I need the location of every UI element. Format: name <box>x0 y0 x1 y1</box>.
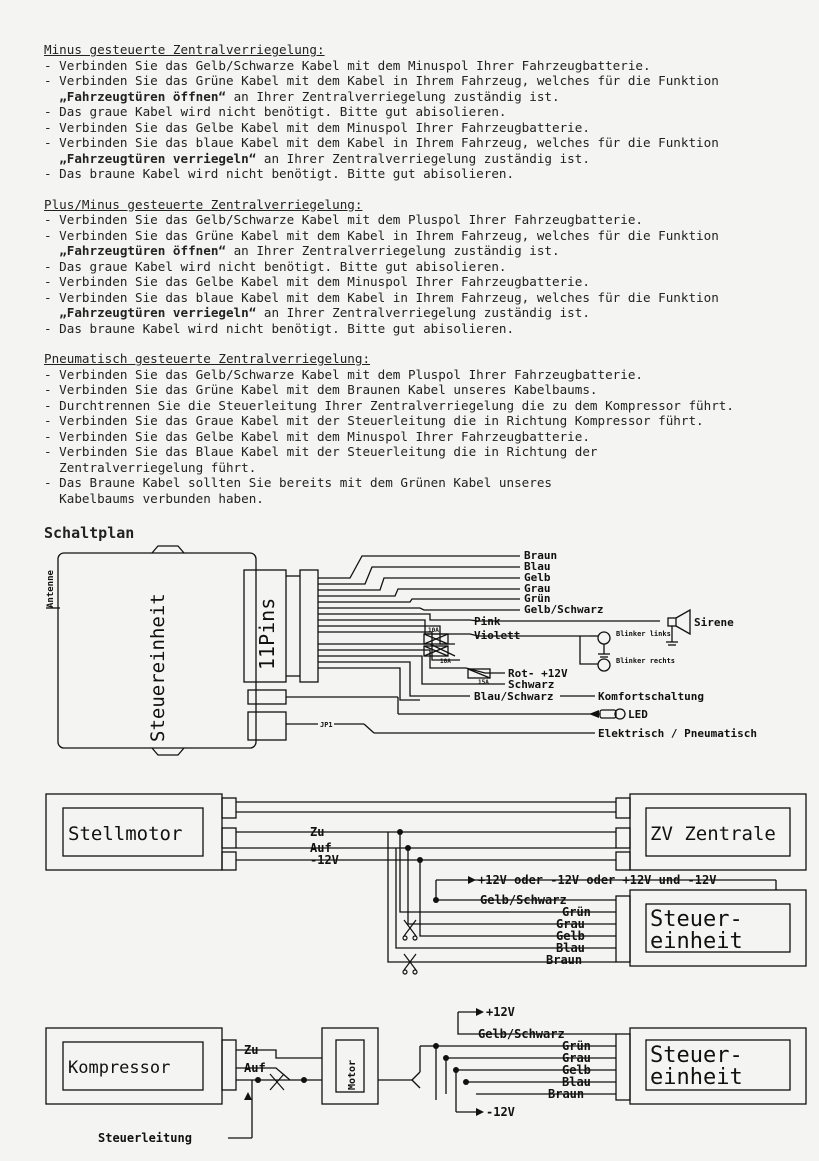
komfort-label: Komfortschaltung <box>598 690 704 703</box>
wire-label-blau: Blau <box>562 1075 591 1089</box>
instruction-text: - Verbinden Sie das Gelbe Kabel mit dem Minuspol Ihrer Fahrzeugbatterie. <box>44 274 590 289</box>
steuereinheit-line1: Steuer- <box>650 907 743 932</box>
auf-label: Auf <box>244 1061 266 1075</box>
wire-label-blau: Blau <box>556 941 585 955</box>
fuse-label: 10A <box>440 658 451 665</box>
zu-label: Zu <box>244 1043 259 1057</box>
instruction-text: - Verbinden Sie das Gelbe Kabel mit dem Minuspol Ihrer Fahrzeugbatterie. <box>44 428 590 444</box>
wire-label-grau: Grau <box>556 917 585 931</box>
steuereinheit-line1: Steuer- <box>650 1043 743 1068</box>
wire-label-schwarz: Schwarz <box>508 678 555 691</box>
pins-label: 11Pins <box>255 597 279 670</box>
wire-label-blau: Blau <box>524 560 551 573</box>
instruction-text: - Verbinden Sie das Gelbe Kabel mit dem Minuspol Ihrer Fahrzeugbatterie. <box>44 119 590 135</box>
wire-label-braun: Braun <box>524 549 558 562</box>
function-name: „Fahrzeugtüren öffnen“ <box>59 243 226 258</box>
section-title: Minus gesteuerte Zentralverriegelung: <box>44 42 325 57</box>
steuerleitung-label: Steuerleitung <box>98 1131 192 1145</box>
instruction-text: - Verbinden Sie das Gelb/Schwarze Kabel mit dem Pluspol Ihrer Fahrzeugbatterie. <box>44 366 643 382</box>
wire-label-grau: Grau <box>562 1051 591 1065</box>
steuereinheit-label: Steuereinheit <box>147 593 169 742</box>
wire-label-blau-schwarz: Blau/Schwarz <box>474 690 554 703</box>
minus12-label: -12V <box>486 1105 515 1119</box>
wire-label-grau: Grau <box>524 582 551 595</box>
instruction-text: - Verbinden Sie das Grüne Kabel mit dem Braunen Kabel unseres Kabelbaums. <box>44 382 598 397</box>
wire-label-rot: Rot- +12V <box>508 667 568 680</box>
section-title: Pneumatisch gesteuerte Zentralverriegelung: <box>44 351 371 366</box>
blinker-links-label: Blinker links <box>616 630 671 638</box>
instruction-text: an Ihrer Zentralverriegelung zuständig ist. <box>225 243 560 258</box>
minus12-label: -12V <box>310 853 339 867</box>
wire-label-gelb-schwarz: Gelb/Schwarz <box>524 603 604 616</box>
steuereinheit-line2: einheit <box>650 1065 743 1090</box>
wire-label-gelb-schwarz: Gelb/Schwarz <box>478 1027 565 1041</box>
instruction-text: an Ihrer Zentralverriegelung zuständig ist. <box>256 150 590 166</box>
instruction-text: an Ihrer Zentralverriegelung zuständig ist. <box>225 88 560 104</box>
function-name: „Fahrzeugtüren verriegeln“ <box>59 150 257 166</box>
instruction-text: - Das Braune Kabel sollten Sie bereits mit dem Grünen Kabel unseres <box>44 475 552 490</box>
wire-label-gelb: Gelb <box>524 571 551 584</box>
wire-label-gelb-schwarz: Gelb/Schwarz <box>480 893 567 907</box>
jp1-label: JP1 <box>320 721 333 729</box>
wire-label-gruen: Grün <box>524 592 551 605</box>
plus12-label: +12V <box>486 1005 515 1019</box>
instruction-text: - Durchtrennen Sie die Steuerleitung Ihrer Zentralverriegelung die zu dem Kompressor führt. <box>44 397 734 413</box>
instruction-text: - Das graue Kabel wird nicht benötigt. Bitte gut abisolieren. <box>44 104 507 119</box>
instruction-text: - Verbinden Sie das Gelb/Schwarze Kabel mit dem Pluspol Ihrer Fahrzeugbatterie. <box>44 212 643 227</box>
instruction-text: - Verbinden Sie das Gelb/Schwarze Kabel mit dem Minuspol Ihrer Fahrzeugbatterie. <box>44 57 651 73</box>
blinker-rechts-label: Blinker rechts <box>616 657 676 665</box>
section-title: Plus/Minus gesteuerte Zentralverriegelung: <box>44 196 363 212</box>
fuse-label: 15A <box>478 679 489 686</box>
instruction-text: - Verbinden Sie das Graue Kabel mit der Steuerleitung die in Richtung Kompressor führt. <box>44 413 704 428</box>
instruction-text: Kabelbaums verbunden haben. <box>44 490 264 506</box>
instruction-text: - Verbinden Sie das blaue Kabel mit dem Kabel in Ihrem Fahrzeug, welches für die Funktion <box>44 135 719 150</box>
instruction-text: - Das braune Kabel wird nicht benötigt. Bitte gut abisolieren. <box>44 320 515 336</box>
zv-zentrale-label: ZV Zentrale <box>650 823 776 845</box>
instruction-text: - Verbinden Sie das Blaue Kabel mit der Steuerleitung die in Richtung der <box>44 444 598 459</box>
wire-label-violett: Violett <box>474 629 521 642</box>
instruction-text: - Verbinden Sie das Grüne Kabel mit dem Kabel in Ihrem Fahrzeug, welches für die Funktion <box>44 73 719 88</box>
instruction-text: - Verbinden Sie das blaue Kabel mit dem Kabel in Ihrem Fahrzeug, welches für die Funktion <box>44 289 719 305</box>
sirene-label: Sirene <box>694 616 734 629</box>
instruction-text: - Das graue Kabel wird nicht benötigt. Bitte gut abisolieren. <box>44 258 507 274</box>
stellmotor-label: Stellmotor <box>68 823 183 845</box>
antenne-label: Antenne <box>46 570 56 608</box>
led-label: LED <box>628 708 648 721</box>
auf-label: Auf <box>310 841 332 855</box>
wire-label-braun: Braun <box>548 1087 585 1101</box>
steuereinheit-line2: einheit <box>650 929 743 954</box>
instruction-text: an Ihrer Zentralverriegelung zuständig ist. <box>256 305 590 320</box>
instruction-text: Zentralverriegelung führt. <box>44 459 257 475</box>
schaltplan-title: Schaltplan <box>44 524 135 542</box>
wire-label-gelb: Gelb <box>562 1063 591 1077</box>
wire-label-gelb: Gelb <box>556 929 585 943</box>
wire-label-gruen: Grün <box>562 905 591 919</box>
kompressor-label: Kompressor <box>68 1058 171 1078</box>
function-name: „Fahrzeugtüren verriegeln“ <box>59 305 257 320</box>
wire-label-gruen: Grün <box>562 1039 591 1053</box>
wire-label-braun: Braun <box>546 953 583 967</box>
supply-label: +12V oder -12V oder +12V und -12V <box>478 873 717 887</box>
elektrisch-label: Elektrisch / Pneumatisch <box>598 727 757 740</box>
instruction-text: - Das braune Kabel wird nicht benötigt. Bitte gut abisolieren. <box>44 166 515 181</box>
zu-label: Zu <box>310 825 325 839</box>
motor-label: Motor <box>347 1059 358 1090</box>
wire-label-pink: Pink <box>474 615 501 628</box>
function-name: „Fahrzeugtüren öffnen“ <box>59 88 226 104</box>
instruction-text: - Verbinden Sie das Grüne Kabel mit dem Kabel in Ihrem Fahrzeug, welches für die Funktion <box>44 227 719 243</box>
fuse-label: 10A <box>428 627 439 634</box>
